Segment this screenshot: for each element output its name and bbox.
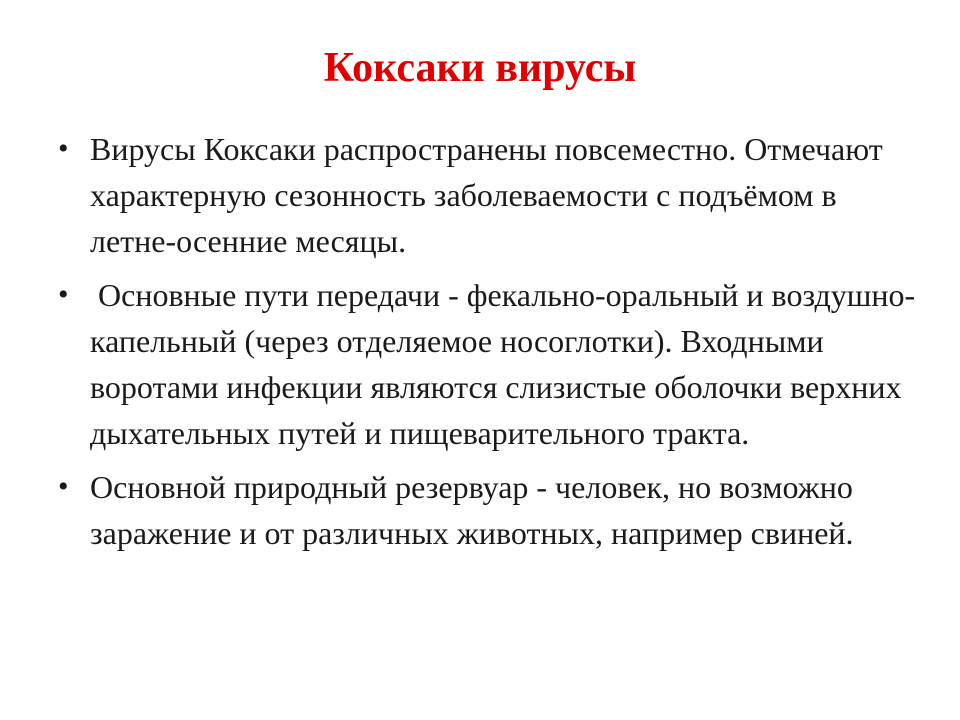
bullet-item-3 <box>50 464 930 556</box>
bullet-text: Основные пути передачи - фекально-оральный и воздушно-капельный (через отделяемое носоглотки). Входными воротами инфекции являются слизистые оболочки верхних дыхательных путей и пищеварительного тракта. <box>90 277 916 451</box>
bullet-dot-icon: • <box>58 278 69 311</box>
bullet-list <box>50 126 930 564</box>
bullet-text: Вирусы Коксаки распространены повсеместно. Отмечают характерную сезонность заболеваемости с подъёмом в летне-осенние месяцы. <box>90 131 883 259</box>
slide-title: Коксаки вирусы <box>323 45 637 91</box>
bullet-dot-icon: • <box>58 132 69 165</box>
bullet-dot-icon: • <box>58 470 69 503</box>
bullet-item-1 <box>50 126 930 264</box>
bullet-item-2 <box>50 272 930 456</box>
bullet-text: Основной природный резервуар - человек, но возможно заражение и от различных животных, например свиней. <box>90 469 854 551</box>
